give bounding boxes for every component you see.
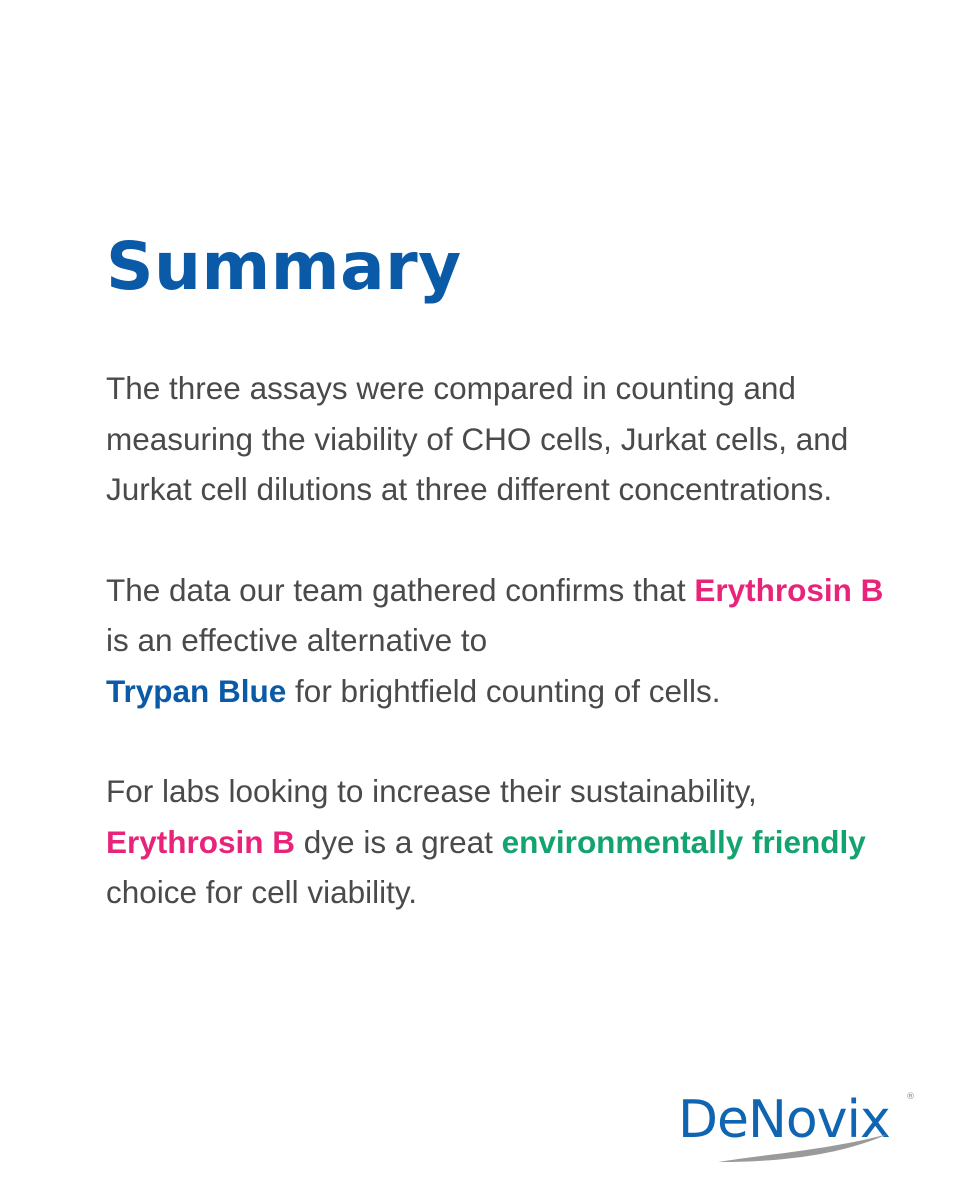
erythrosin-highlight: Erythrosin B [106,823,296,860]
sustainability-intro-text: For labs looking to increase their sustainability, [106,773,757,809]
logo-swoosh-icon [678,1130,908,1166]
registered-mark: ® [906,1092,915,1102]
summary-content [106,222,906,918]
summary-paragraph-sustainability [106,766,906,918]
sustainability-end-text: choice for cell viability. [106,874,418,910]
findings-middle-text: is an effective alternative to [106,622,488,658]
page-title: Summary [106,228,462,305]
erythrosin-highlight: Erythrosin B [694,571,884,608]
findings-end-text: for brightfield counting of cells. [286,672,721,709]
sustainability-middle-text: dye is a great [295,823,502,860]
denovix-logo [678,1090,918,1170]
trypan-blue-highlight: Trypan Blue [106,672,287,709]
environmentally-friendly-highlight: environmentally friendly [501,823,866,860]
findings-intro-text: The data our team gathered confirms that [106,571,695,608]
summary-paragraph-assays: The three assays were compared in counting and measuring the viability of CHO cells, Jurkat cells, and Jurkat cell dilutions at three different concentrations. [106,370,849,507]
logo-wordmark: DeNovix [678,1090,890,1150]
summary-paragraph-findings [106,565,906,717]
